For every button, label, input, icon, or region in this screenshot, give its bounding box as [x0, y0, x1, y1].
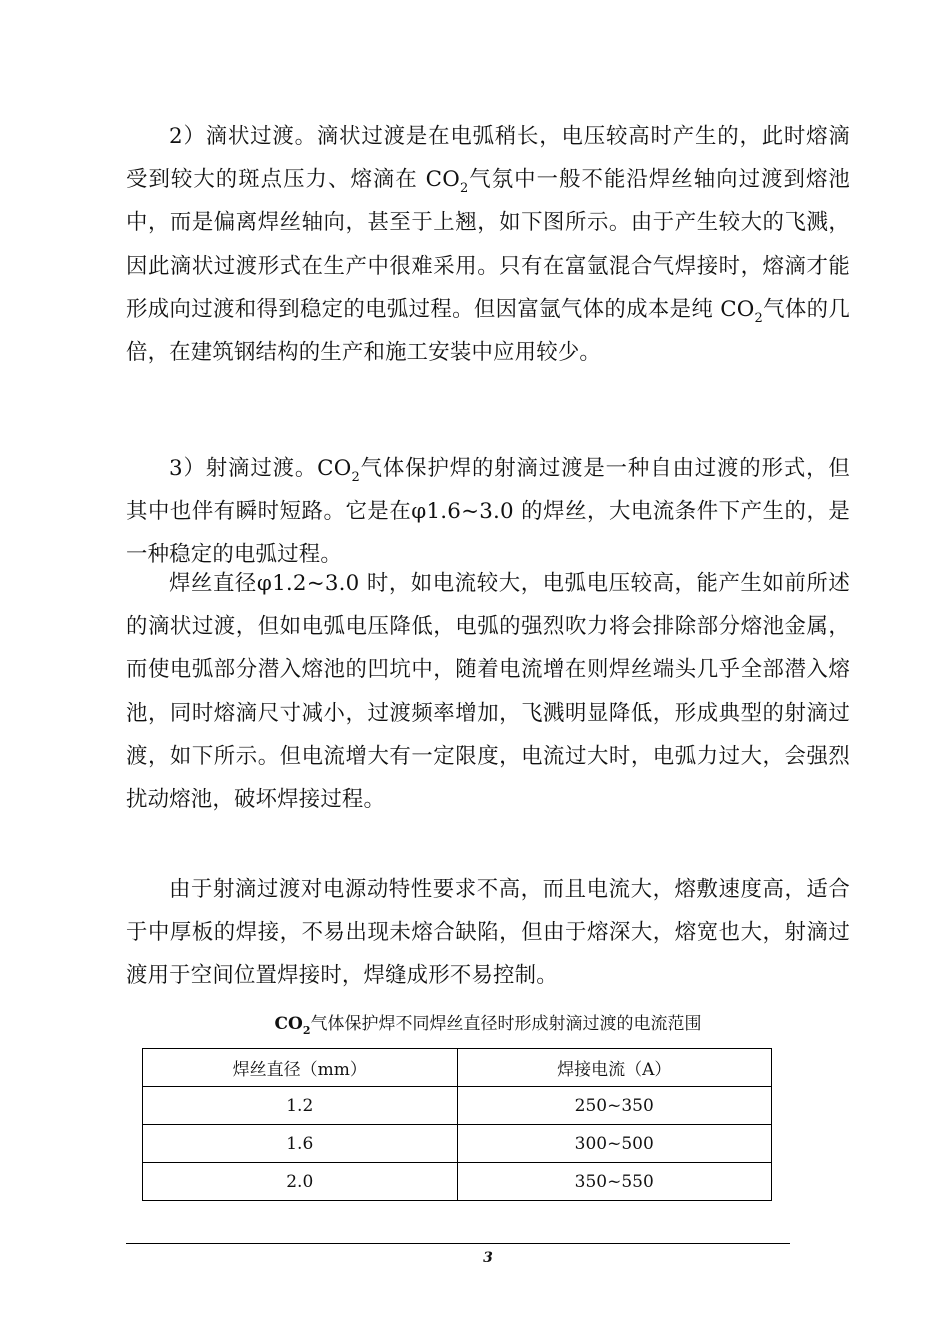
paragraph-text: 气体保护焊的射滴过渡是一种自由过渡的形式，但其中也伴有瞬时短路。它是在φ1.6~3.0 的焊丝，大电流条件下产生的，是一种稳定的电弧过程。: [126, 456, 850, 568]
caption-subscript: 2: [302, 1024, 311, 1037]
table-cell: 300~500: [457, 1125, 772, 1163]
caption-co: CO: [274, 1014, 303, 1034]
column-header-wire-diameter: 焊丝直径（mm）: [143, 1049, 458, 1087]
table-row: [143, 1087, 772, 1125]
subscript: 2: [459, 181, 469, 197]
paragraph-text: 气体的几倍，在建筑钢结构的生产和施工安装中应用较少。: [126, 296, 850, 366]
footer-divider: [126, 1243, 790, 1244]
table-row: [143, 1125, 772, 1163]
table-cell: 1.6: [143, 1125, 458, 1163]
table-cell: 350~550: [457, 1163, 772, 1201]
paragraph-text: 2）滴状过渡。滴状过渡是在电弧稍长，电压较高时产生的，此时熔滴受到较大的斑点压力、熔滴在 CO: [126, 124, 850, 193]
paragraph-text: 3）射滴过渡。CO: [169, 456, 352, 481]
paragraph-application: 由于射滴过渡对电源动特性要求不高，而且电流大，熔敷速度高，适合于中厚板的焊接，不易出现未熔合缺陷，但由于熔深大，熔宽也大，射滴过渡用于空间位置焊接时，焊缝成形不易控制。: [126, 877, 850, 989]
table-header-row: [143, 1049, 772, 1087]
paragraph-text: 气氛中一般不能沿焊丝轴向过渡到熔池中，而是偏离焊丝轴向，甚至于上翘，如下图所示。由于产生较大的飞溅，因此滴状过渡形式在生产中很难采用。只有在富氩混合气焊接时，熔滴才能形成向过渡和得到稳定的电弧过程。但因富氩气体的成本是纯 CO: [126, 167, 851, 322]
column-header-welding-current: 焊接电流（A）: [457, 1049, 772, 1087]
current-range-table: [142, 1048, 772, 1201]
subscript: 2: [351, 470, 360, 485]
caption-text: 气体保护焊不同焊丝直径时形成射滴过渡的电流范围: [310, 1014, 702, 1034]
paragraph-droplet-transfer: [126, 115, 850, 374]
subscript: 2: [754, 310, 764, 326]
table-cell: 250~350: [457, 1087, 772, 1125]
table-cell: 1.2: [143, 1087, 458, 1125]
table-row: [143, 1163, 772, 1201]
table-caption: [126, 1009, 850, 1039]
paragraph-wire-diameter: 焊丝直径φ1.2~3.0 时，如电流较大，电弧电压较高，能产生如前所述的滴状过渡，但如电弧电压降低，电弧的强烈吹力将会排除部分熔池金属，而使电弧部分潜入熔池的凹坑中，随着电流增在则焊丝端头几乎全部潜入熔池，同时熔滴尺寸减小，过渡频率增加，飞溅明显降低，形成典型的射滴过渡，如下所示。但电流增大有一定限度，电流过大时，电弧力过大，会强烈扰动熔池，破坏焊接过程。: [126, 571, 850, 813]
paragraph-projected-transfer: [126, 447, 850, 577]
table-cell: 2.0: [143, 1163, 458, 1201]
page-number: 3: [483, 1250, 493, 1266]
